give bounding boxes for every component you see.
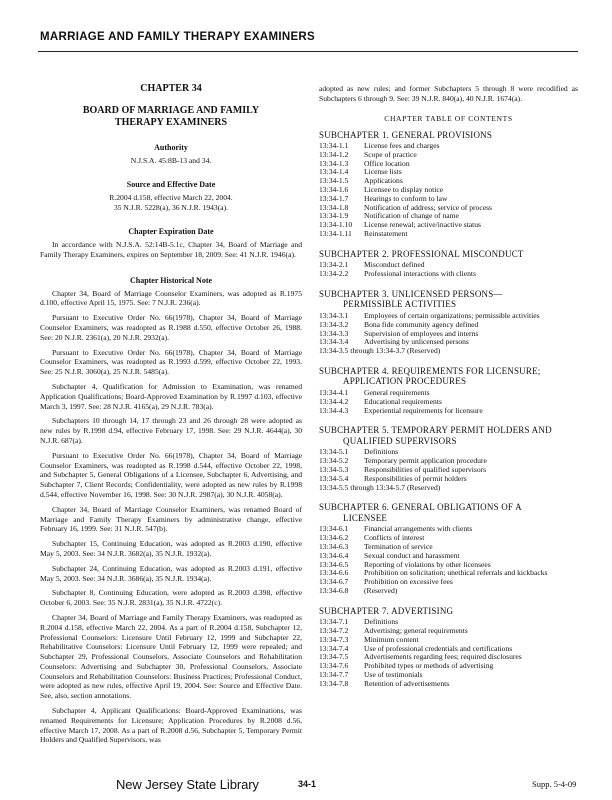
section-title: Advertisements regarding fees; required disclosures	[364, 652, 522, 662]
section-title: License fees and charges	[364, 141, 440, 151]
subchapter-group	[319, 425, 578, 492]
section-number: 13:34-7.7	[319, 669, 349, 679]
section-title: License renewal; active/inactive status	[364, 220, 482, 230]
subchapter-title	[319, 130, 578, 141]
section-number: 13:34-6.7	[319, 577, 349, 587]
page-number: 34-1	[298, 779, 317, 789]
section-number: 13:34-7.2	[319, 625, 349, 635]
history-paragraph: Subchapter 15, Continuing Education, was adopted as R.2003 d.190, effective May 5, 2003. See: 34 N.J.R. 3682(a), 35 N.J.R. 1932(a).	[40, 539, 302, 558]
history-notes	[40, 289, 302, 746]
subchapter-group	[319, 502, 578, 595]
section-number: 13:34-1.1	[319, 141, 349, 151]
section-number: 13:34-7.6	[319, 661, 349, 671]
section-title: (Reserved)	[364, 585, 398, 595]
toc-heading: CHAPTER TABLE OF CONTENTS	[384, 113, 513, 123]
authority-text: N.J.S.A. 45:8B-13 and 34.	[130, 156, 212, 165]
section-number: 13:34-6.1	[319, 524, 349, 534]
subchapter-title-line: SUBCHAPTER 5. TEMPORARY PERMIT HOLDERS AND	[319, 425, 552, 436]
toc-entry	[319, 389, 578, 398]
subchapter-title-line: SUBCHAPTER 1. GENERAL PROVISIONS	[319, 129, 493, 140]
section-number: 13:34-4.1	[319, 387, 349, 397]
section-number: 13:34-1.4	[319, 167, 349, 177]
section-number: 13:34-3.3	[319, 328, 349, 338]
expiration-heading: Chapter Expiration Date	[128, 227, 214, 236]
toc-entry	[319, 151, 578, 160]
subchapter-title-line: SUBCHAPTER 6. GENERAL OBLIGATIONS OF A	[319, 502, 522, 513]
history-paragraph: Pursuant to Executive Order No. 66(1978), Chapter 34, Board of Marriage Counselor Examiners, was readopted as R.1988 d.550, effective October 26, 1988. See: 20 N.J.R. 2361(a), 20 N.J.R. 2932(a).	[40, 313, 302, 342]
section-number: 13:34-3.4	[319, 337, 349, 347]
section-number: 13:34-6.5	[319, 559, 349, 569]
history-paragraph: Pursuant to Executive Order No. 66(1978), Chapter 34, Board of Marriage Counselor Examiners, was readopted as R.1993 d.599, effective October 22, 1993. See: 25 N.J.R. 3060(a), 25 N.J.R. 5485(a).	[40, 347, 302, 377]
section-title: Temporary permit application procedure	[364, 456, 487, 466]
history-paragraph: Chapter 34, Board of Marriage Counselor Examiners, was adopted as R.1975 d.100, effective April 15, 1975. See: 7 N.J.R. 236(a).	[40, 288, 302, 308]
section-number: 13:34-6.6	[319, 568, 349, 578]
section-title: Educational requirements	[364, 396, 442, 406]
section-number: 13:34-3.1	[319, 310, 349, 320]
section-title: Responsibilities of permit holders	[364, 473, 467, 483]
section-number: 13:34-4.2	[319, 396, 349, 406]
source-text	[40, 193, 302, 213]
toc-entry	[319, 230, 578, 239]
right-column	[319, 84, 578, 689]
authority-heading: Authority	[154, 143, 188, 152]
toc-entry	[319, 578, 578, 587]
toc-entry	[319, 680, 578, 689]
history-paragraph: Chapter 34, Board of Marriage and Family Therapy Examiners, was readopted as R.2004 d.158, effective March 22, 2004. As a part of R.2004 d.158, Subchapter 12, Professional Counselors: Licensure Until February 12, 1999 and Subchapter 22, Rehabilitative Counselors: Licensure Until February 12, 1999 were repealed; and Subchapter 29, Professional Counselors, Associate Counselors and Rehabilitation Counselors: Advertising and Subchapter 30, Professional Counselors, Associate Counselors and Rehabilitation Counselors: Business Practices; Professional Conduct, were adopted as new rules, effective April 19, 2004. See: Source and Effective Date. See, also, section annotations.	[40, 612, 302, 701]
section-title: Definitions	[364, 617, 399, 627]
section-number: 13:34-7.3	[319, 634, 349, 644]
section-number: 13:34-2.2	[319, 269, 349, 279]
section-number: 13:34-1.10	[319, 220, 353, 230]
toc-entry	[319, 270, 578, 279]
section-number: 13:34-6.2	[319, 533, 349, 543]
section-number: 13:34-1.7	[319, 193, 349, 203]
toc-reserved-range: 13:34-3.5 through 13:34-3.7 (Reserved)	[319, 346, 441, 356]
section-title: Supervision of employees and interns	[364, 328, 479, 338]
source-line: R.2004 d.158, effective March 22, 2004.	[109, 193, 233, 202]
source-line: 35 N.J.R. 5228(a), 36 N.J.R. 1943(a).	[113, 203, 229, 212]
section-title: Financial arrangements with clients	[364, 524, 473, 534]
section-number: 13:34-5.1	[319, 447, 349, 457]
chapter-title-line: THERAPY EXAMINERS	[114, 117, 228, 128]
section-number: 13:34-1.9	[319, 211, 349, 221]
section-number: 13:34-6.8	[319, 585, 349, 595]
section-title: Retention of advertisements	[364, 678, 450, 688]
toc-entry	[319, 186, 578, 195]
history-paragraph: Subchapter 8, Continuing Education, were adopted as R.2003 d.398, effective October 6, 2003. See: 35 N.J.R. 2831(a), 35 N.J.R. 4722(c).	[40, 588, 302, 608]
section-number: 13:34-5.3	[319, 464, 349, 474]
section-title: Sexual conduct and harassment	[364, 550, 460, 560]
section-number: 13:34-3.2	[319, 319, 349, 329]
toc-entry	[319, 177, 578, 186]
subchapter-title	[319, 366, 578, 387]
subchapter-title-line: SUBCHAPTER 4. REQUIREMENTS FOR LICENSURE;	[319, 365, 541, 376]
chapter-number: CHAPTER 34	[140, 83, 202, 94]
section-title: License lists	[364, 167, 402, 177]
chapter-title	[40, 105, 302, 129]
section-title: Professional interactions with clients	[364, 269, 476, 279]
section-number: 13:34-7.8	[319, 678, 349, 688]
section-number: 13:34-7.4	[319, 643, 349, 653]
subchapter-group	[319, 289, 578, 356]
section-number: 13:34-6.3	[319, 541, 349, 551]
history-continuation: adopted as new rules; and former Subchapters 5 through 8 were recodified as Subchapters 6 through 9. See: 39 N.J.R. 840(a), 40 N.J.R. 1674(a).	[319, 84, 578, 103]
section-title: Experiential requirements for licensure	[364, 405, 483, 415]
toc-entry	[319, 627, 578, 636]
subchapter-group	[319, 366, 578, 415]
section-title: Use of testimonials	[364, 669, 423, 679]
section-title: Prohibition on excessive fees	[364, 577, 453, 587]
subchapter-title-line: PERMISSIBLE ACTIVITIES	[343, 299, 457, 310]
toc-entry	[319, 160, 578, 169]
section-title: Licensee to display notice	[364, 185, 444, 195]
toc-entry	[319, 168, 578, 177]
section-title: Termination of service	[364, 541, 433, 551]
section-number: 13:34-5.2	[319, 456, 349, 466]
toc-entry	[319, 534, 578, 543]
section-number: 13:34-1.2	[319, 149, 349, 159]
section-number: 13:34-1.3	[319, 158, 349, 168]
subchapter-title-line: SUBCHAPTER 2. PROFESSIONAL MISCONDUCT	[319, 248, 524, 259]
toc-entry	[319, 142, 578, 151]
section-number: 13:34-2.1	[319, 260, 349, 270]
history-paragraph: Subchapter 24, Continuing Education, was adopted as R.2003 d.191, effective May 5, 2003. See: 34 N.J.R. 3686(a), 35 N.J.R. 1934(a).	[40, 563, 302, 583]
history-paragraph: Chapter 34, Board of Marriage Counselor Examiners, was renamed Board of Marriage and Family Therapy Examiners by administrative change, effective February 16, 1999. See: 31 N.J.R. 547(b).	[40, 504, 302, 534]
section-number: 13:34-5.4	[319, 473, 349, 483]
section-title: Notification of address; service of process	[364, 202, 492, 212]
section-number: 13:34-1.6	[319, 185, 349, 195]
section-title: Office location	[364, 158, 410, 168]
section-title: Prohibited types or methods of advertising	[364, 661, 494, 671]
section-title: General requirements	[364, 387, 430, 397]
source-heading: Source and Effective Date	[126, 180, 216, 189]
section-title: Minimum content	[364, 634, 419, 644]
section-number: 13:34-7.5	[319, 652, 349, 662]
supplement-date: Supp. 5-4-09	[532, 779, 577, 789]
section-number: 13:34-7.1	[319, 617, 349, 627]
subchapter-title-line: SUBCHAPTER 7. ADVERTISING	[319, 605, 454, 616]
toc-entry	[319, 662, 578, 671]
expiration-text: In accordance with N.J.S.A. 52:14B-5.1c, Chapter 34, Board of Marriage and Family Therapy Examiners, expires on September 18, 2009. See: 41 N.J.R. 1946(a).	[40, 240, 302, 259]
subchapter-group	[319, 606, 578, 689]
subchapter-title	[319, 502, 578, 523]
section-title: Conflicts of interest	[364, 533, 425, 543]
subchapter-title	[319, 249, 578, 260]
library-footer: New Jersey State Library	[116, 777, 259, 792]
section-title: Reporting of violations by other licensees	[364, 559, 491, 569]
subchapter-group	[319, 130, 578, 239]
section-title: Applications	[364, 176, 403, 186]
section-number: 13:34-1.8	[319, 202, 349, 212]
section-title: Scope of practice	[364, 149, 417, 159]
subchapter-title	[319, 289, 578, 310]
toc-entry	[319, 525, 578, 534]
toc-reserved-range: 13:34-5.5 through 13:34-5.7 (Reserved)	[319, 482, 441, 492]
subchapter-title-line: APPLICATION PROCEDURES	[343, 376, 467, 387]
subchapter-title-line: SUBCHAPTER 3. UNLICENSED PERSONS—	[319, 288, 503, 299]
section-number: 13:34-1.11	[319, 229, 352, 239]
history-paragraph: Subchapter 4, Qualification for Admission to Examination, was renamed Application Qualifications; Board-Approved Examination by R.1997 d.103, effective March 3, 1997. See: 28 N.J.R. 4165(a), 29 N.J.R. 783(a).	[40, 381, 302, 411]
running-header: MARRIAGE AND FAMILY THERAPY EXAMINERS	[40, 31, 315, 43]
subchapter-title-line: QUALIFIED SUPERVISORS	[343, 435, 457, 446]
section-title: Advertising; general requirements	[364, 625, 468, 635]
subchapter-title-line: LICENSEE	[343, 512, 388, 523]
toc-entry	[319, 587, 578, 596]
section-number: 13:34-1.5	[319, 176, 349, 186]
section-title: Hearings to conform to law	[364, 193, 448, 203]
section-number: 13:34-6.4	[319, 550, 349, 560]
history-paragraph: Subchapters 10 through 14, 17 through 23 and 26 through 28 were adopted as new rules by R.1998 d.94, effective February 17, 1998. See: 29 N.J.R. 4644(a), 30 N.J.R. 687(a).	[40, 416, 302, 445]
section-title: Use of professional credentials and certifications	[364, 643, 513, 653]
section-title: Advertising by unlicensed persons	[364, 337, 469, 347]
toc-entry	[319, 221, 578, 230]
chapter-title-line: BOARD OF MARRIAGE AND FAMILY	[82, 105, 260, 116]
section-title: Employees of certain organizations; permissible activities	[364, 310, 540, 320]
section-number: 13:34-4.3	[319, 405, 349, 415]
history-paragraph: Subchapter 4, Applicant Qualifications: Board-Approved Examinations, was renamed Requirements for Licensure; Application Procedures by R.2008 d.56, effective March 17, 2008. As a part of R.2008 d.56, Subchapter 5, Temporary Permit Holders and Qualified Supervisors, was	[40, 706, 302, 745]
header-rule	[38, 51, 578, 52]
section-title: Bona fide community agency defined	[364, 319, 479, 329]
table-of-contents	[319, 130, 578, 689]
section-title: Responsibilities of qualified supervisors	[364, 464, 487, 474]
left-column	[40, 74, 302, 745]
history-heading: Chapter Historical Note	[129, 275, 213, 285]
subchapter-group	[319, 249, 578, 279]
section-title: Notification of change of name	[364, 211, 459, 221]
section-title: Definitions	[364, 447, 399, 457]
history-paragraph: Pursuant to Executive Order No. 66(1978), Chapter 34, Board of Marriage Counselor Examiners, was readopted as R.1998 d.544, effective October 22, 1998, and Subchapter 5, General Obligations of a Licensee, Subchapter 6, Advertising, and Subchapter 7, Client Records; Confidentiality, were adopted as new rules by R.1998 d.544, effective November 16, 1998. See: 30 N.J.R. 2987(a), 30 N.J.R. 4058(a).	[40, 450, 302, 499]
toc-entry	[319, 407, 578, 416]
section-title: Misconduct defined	[364, 260, 425, 270]
section-title: Prohibition on solicitation; unethical referrals and kickbacks	[364, 568, 548, 578]
subchapter-title	[319, 606, 578, 617]
section-title: Reinstatement	[364, 229, 408, 239]
subchapter-title	[319, 425, 578, 446]
